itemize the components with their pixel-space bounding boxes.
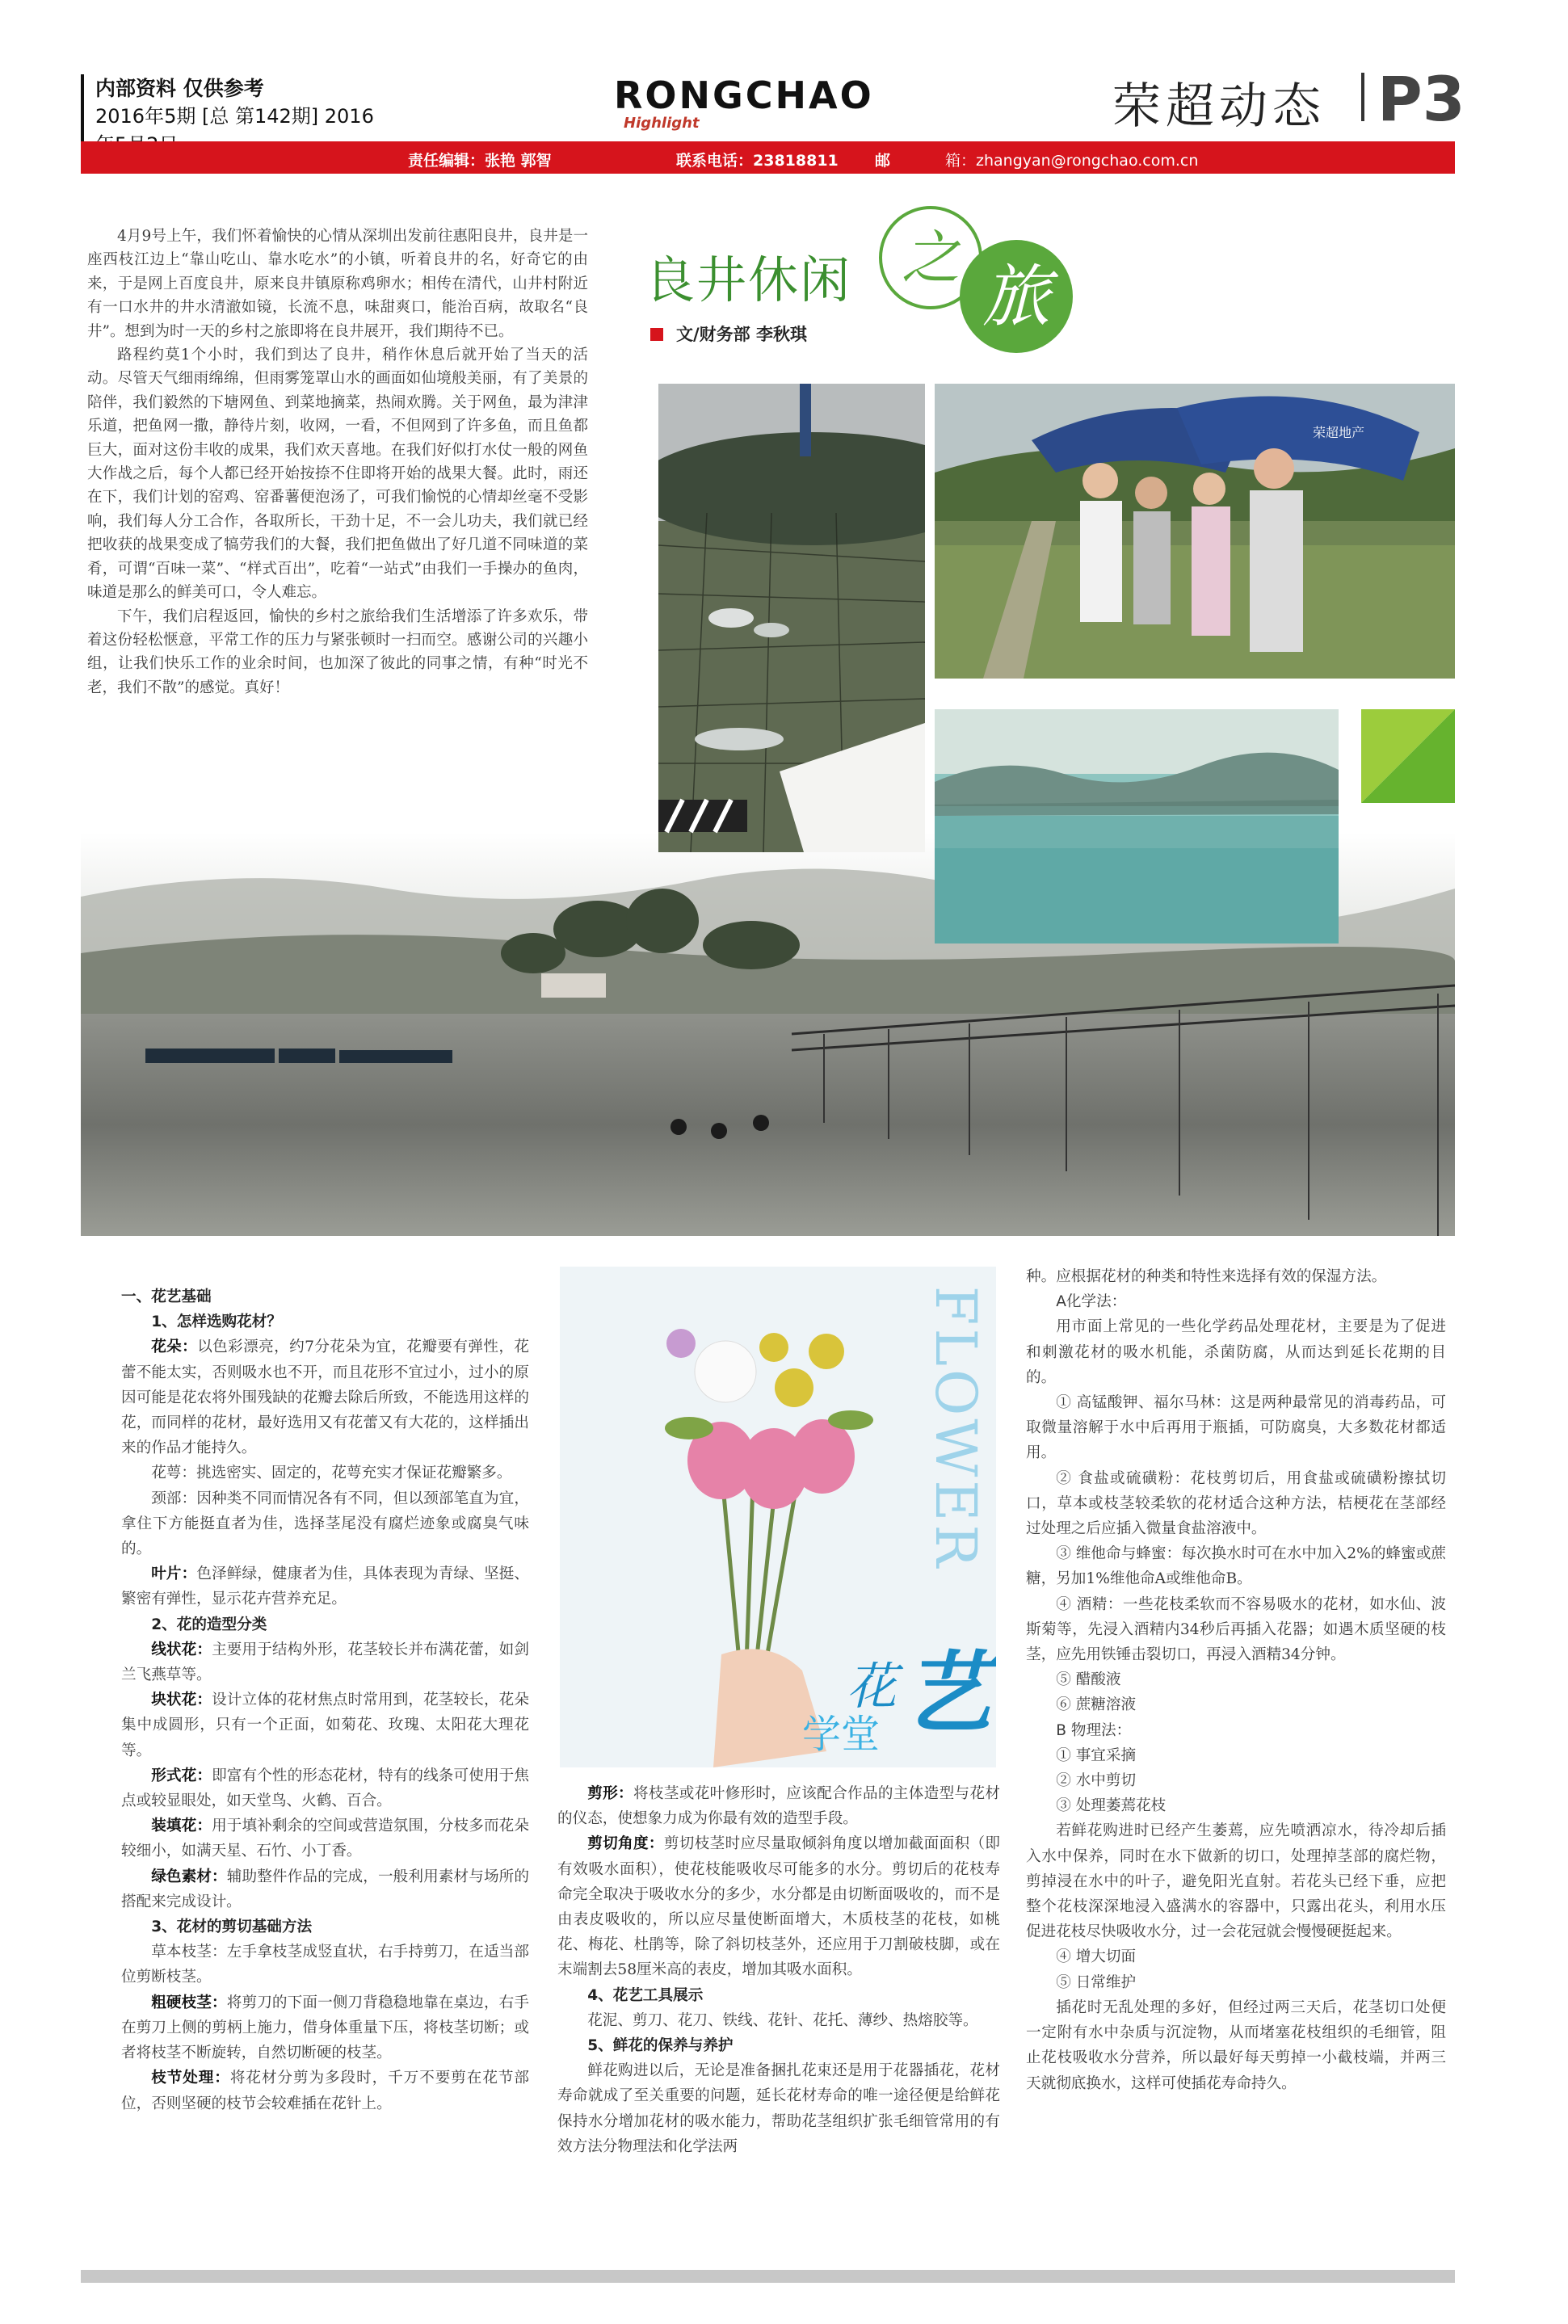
internal-notice: 内部资料 仅供参考 [95,77,264,100]
paragraph-text: 即富有个性的形态花材，特有的线条可使用于焦点或较显眼处，如天堂鸟、火鹤、百合。 [121,1767,529,1810]
paragraph-text: ② 食盐或硫磺粉：花枝剪切后，用食盐或硫磺粉擦拭切口，草本或枝茎较柔软的花材适合这种方法，桔梗花在茎部经过处理之后应插入微量食盐溶液中。 [1026,1469,1446,1538]
term: 粗硬枝茎： [151,1994,227,2011]
flower-column-1 [121,1284,529,2116]
mailbox: 箱：zhangyan@rongchao.com.cn [945,152,1199,170]
paragraph [121,1813,529,1864]
flower-title-small-bottom: 学堂 [802,1712,881,1757]
term: 剪切角度： [587,1835,664,1853]
paragraph-text: ④ 增大切面 [1056,1948,1137,1966]
flower-column-3 [1026,1264,1446,2096]
title-circle-lv [960,240,1073,353]
byline-marker [650,328,663,341]
paragraph-text: 用于填补剩余的空间或营造氛围，分枝多而花朵较细小，如满天星、石竹、小丁香。 [121,1818,529,1860]
trip-paragraph: 路程约莫1个小时，我们到达了良井，稍作休息后就开始了当天的活动。尽管天气细雨绵绵，但雨雾笼罩山水的画面如仙境般美丽，有了美景的陪伴，我们毅然的下塘网鱼、到菜地摘菜，热闹欢腾。关于网鱼，最为津津乐道，把鱼网一撒，静待片刻，收网，一看，不但网到了许多鱼，而且鱼都巨大，面对这份丰收的成果，我们欢天喜地。在我们好似打水仗一般的网鱼大作战之后，每个人都已经开始按捺不住即将开始的战果大餐。此时，雨还在下，我们计划的窑鸡、窑番薯便泡汤了，可我们愉悦的心情却丝毫不受影响，我们每人分工合作，各取所长，干劲十足，不一会儿功夫，我们就已经把收获的战果变成了犒劳我们的大餐，我们把鱼做出了好几道不同味道的菜肴，可谓“百味一菜”、“样式百出”，吃着“一站式”由我们一手操办的鱼肉，味道是那么的鲜美可口，令人难忘。 [87,347,588,602]
flower-word-text: FLOWER [923,1285,989,1571]
paragraph-text: 以色彩漂亮，约7分花朵为宜，花瓣要有弹性，花蕾不能太实，否则吸水也不开，而且花形不宜过小，过小的原因可能是花农将外围残缺的花瓣去除后所致，不能选用这样的花，而同样的花材，最好选用又有花蕾又有大花的，这样插出来的作品才能持久。 [121,1339,529,1457]
paragraph-text: 颈部：因种类不同而情况各有不同，但以颈部笔直为宜，拿住下方能挺直者为佳，选择茎尾没有腐烂迹象或腐臭气味的。 [121,1490,529,1558]
term: 线状花： [151,1641,212,1658]
paragraph-text: 剪切枝茎时应尽量取倾斜角度以增加截面面积（即有效吸水面积），使花枝能吸收尽可能多的水分。剪切后的花枝寿命完全取决于吸收水分的多少，水分都是由切断面吸收的，而不是由表皮吸收的，所以应尽量使断面增大，木质枝茎的花枝，如桃花、梅花、杜鹃等，除了斜切枝茎外，还应用于刀割破枝脚，或在末端割去58厘米高的表皮，增加其吸水面积。 [557,1835,1000,1979]
paragraph [121,1864,529,1914]
flower-vertical-word [923,1275,988,1582]
byline-text: 文/财务部 李秋琪 [676,325,807,344]
paragraph-text: 将剪刀的下面一侧刀背稳稳地靠在桌边，右手在剪刀上侧的剪柄上施力，借身体重量下压，将枝茎切断；或者将枝茎不断旋转，自然切断硬的枝茎。 [121,1994,529,2062]
paragraph [121,1561,529,1612]
paragraph-text: ② 水中剪切 [1056,1772,1137,1790]
term: 装填花： [151,1818,212,1835]
logo-text: RONGCHAO [614,74,874,117]
paragraph-text: 色泽鲜绿，健康者为佳，具体表现为青绿、坚挺、繁密有弹性，显示花卉营养充足。 [121,1565,529,1608]
contact-phone: 联系电话：23818811 [676,152,839,170]
paragraph-text: 将枝茎或花叶修形时，应该配合作品的主体造型与花材的仪态，使想象力成为你最有效的造型手段。 [557,1785,1000,1828]
paragraph-text: 用市面上常见的一些化学药品处理花材，主要是为了促进和刺激花材的吸水机能，杀菌防腐，从而达到延长花期的目的。 [1026,1318,1446,1386]
group-umbrella-photo [935,384,1455,679]
paragraph-text: 设计立体的花材焦点时常用到，花茎较长，花朵集中成圆形，只有一个正面，如菊花、玫瑰、太阳花大理花等。 [121,1692,529,1759]
title-char-zhi: 之 [901,224,960,292]
paragraph-text: ① 事宜采摘 [1056,1746,1137,1764]
section-heading: 一、花艺基础 [121,1288,212,1305]
subsection-heading: 4、花艺工具展示 [587,1986,704,2004]
flower-title-small-top: 花 [847,1657,898,1716]
paragraph-text: ③ 处理萎蔫花枝 [1056,1797,1167,1815]
page-number: P3 [1377,63,1465,135]
paragraph-text: 草本枝茎：左手拿枝茎成竖直状，右手持剪刀，在适当部位剪断枝茎。 [121,1944,529,1986]
editor-names: 责任编辑：张艳 郭智 [408,152,552,170]
lake-mountain-photo [935,709,1339,943]
paragraph-text: 若鲜花购进时已经产生萎蔫，应先喷洒凉水，待冷却后插入水中保养，同时在水下做新的切口，处理掉茎部的腐烂物，剪掉浸在水中的叶子，避免阳光直射。若花头已经下垂，应把整个花枝深深地浸入盛满水的容器中，只露出花头，利用水压促进花枝尽快吸收水分，过一会花冠就会慢慢硬挺起来。 [1026,1822,1446,1941]
paragraph [557,1781,1000,1831]
flower-bouquet-image [560,1267,996,1767]
green-corner-block [1361,709,1455,803]
title-divider [1361,73,1364,121]
term: 形式花： [151,1767,212,1784]
subsection-heading: 3、花材的剪切基础方法 [151,1918,313,1936]
paragraph-text: ⑤ 醋酸液 [1056,1671,1121,1689]
paragraph-text: 花萼：挑选密实、固定的，花萼充实才保证花瓣繁多。 [151,1465,512,1482]
term: 剪形： [587,1785,633,1802]
trip-title-main: 良井休闲 [645,250,852,309]
term: 花朵： [151,1339,198,1356]
paragraph-text: 鲜花购进以后，无论是准备捆扎花束还是用于花器插花，花材寿命就成了至关重要的问题，延长花材寿命的唯一途径便是给鲜花保持水分增加花材的吸水能力，帮助花茎组织扩张毛细管常用的有效方法分物理法和化学法两 [557,2062,1000,2155]
paragraph [121,1687,529,1763]
paragraph-text: ⑥ 蔗糖溶液 [1056,1696,1137,1714]
umbrella-brand-text: 荣超地产 [1313,425,1365,440]
paragraph-text: 插花时无乱处理的多好，但经过两三天后，花茎切口处便一定附有水中杂质与沉淀物，从而堵塞花枝组织的毛细管，阻止花枝吸收水分营养，所以最好每天剪掉一小截枝端，并两三天就彻底换水，这样可使插花寿命持久。 [1026,1998,1446,2092]
method-heading: B 物理法： [1056,1721,1132,1739]
paragraph-text: 主要用于结构外形，花茎较长并布满花蕾，如剑兰飞燕草等。 [121,1641,529,1684]
paragraph-text: ③ 维他命与蜂蜜：每次换水时可在水中加入2%的蜂蜜或蔗糖，另加1%维他命A或维他命B。 [1026,1545,1446,1588]
term: 枝节处理： [151,2070,230,2087]
flower-column-2 [557,1781,1000,2159]
title-char-lv: 旅 [982,257,1050,336]
trip-byline [650,321,807,346]
footer-bar [81,2270,1455,2283]
issue-date: 2016年5期 [总 第142期] 2016 [95,105,374,128]
subsection-heading: 1、怎样选购花材？ [151,1313,282,1331]
paragraph [121,1990,529,2066]
mail-label: 邮 [875,152,891,170]
fishing-net-photo [658,384,925,852]
paragraph [121,1637,529,1687]
paragraph [121,1334,529,1460]
term: 绿色素材： [151,1868,227,1885]
rongchao-logo [614,76,913,132]
term: 叶片： [151,1565,197,1583]
paragraph [557,1831,1000,1982]
editor-info-bar [81,141,1455,174]
logo-subtext: Highlight [624,115,700,132]
method-heading: A化学法： [1056,1293,1127,1311]
paragraph [121,2066,529,2116]
subsection-heading: 2、花的造型分类 [151,1616,267,1633]
flower-title-big: 艺 [903,1641,992,1745]
trip-article-body [87,225,588,700]
paragraph-text: 花泥、剪刀、花刀、铁线、花针、花托、薄纱、热熔胶等。 [587,2011,978,2029]
paragraph-text: ④ 酒精：一些花枝柔软而不容易吸水的花材，如水仙、波斯菊等，先浸入酒精内34秒后再插入花器；如遇木质坚硬的枝茎，应先用铁锤击裂切口，再浸入酒精34分钟。 [1026,1595,1446,1664]
paragraph-text: 将花材分剪为多段时，千万不要剪在花节部位，否则坚硬的枝节会较难插在花针上。 [121,2070,529,2112]
trip-paragraph: 4月9号上午，我们怀着愉快的心情从深圳出发前往惠阳良井，良井是一座西枝江边上“靠山吃山、靠水吃水”的小镇，听着良井的名，好奇它的由来，于是网上百度良井，原来良井镇原称鸡卵水；相传在清代，山井村附近有一口水井的井水清澈如镜，长流不息，味甜爽口，能治百病，故取名“良井”。想到为时一天的乡村之旅即将在良井展开，我们期待不已。 [87,228,588,340]
paragraph-text: 种。应根据花材的种类和特性来选择有效的保湿方法。 [1026,1268,1387,1285]
paragraph-text: 辅助整件作品的完成，一般利用素材与场所的搭配来完成设计。 [121,1868,529,1910]
section-title: 荣超动态 [1112,78,1326,135]
paragraph [121,1763,529,1813]
subsection-heading: 5、鲜花的保养与养护 [587,2037,734,2055]
trip-paragraph: 下午，我们启程返回，愉快的乡村之旅给我们生活增添了许多欢乐，带着这份轻松惬意，平常工作的压力与紧张顿时一扫而空。感谢公司的兴趣小组，让我们快乐工作的业余时间，也加深了彼此的同事之情，有种“时光不老，我们不散”的感觉。真好！ [87,607,588,696]
paragraph-text: ① 高锰酸钾、福尔马林：这是两种最常见的消毒药品，可取微量溶解于水中后再用于瓶插，可防腐臭，大多数花材都适用。 [1026,1394,1446,1462]
term: 块状花： [151,1692,212,1709]
paragraph-text: ⑤ 日常维护 [1056,1973,1137,1991]
